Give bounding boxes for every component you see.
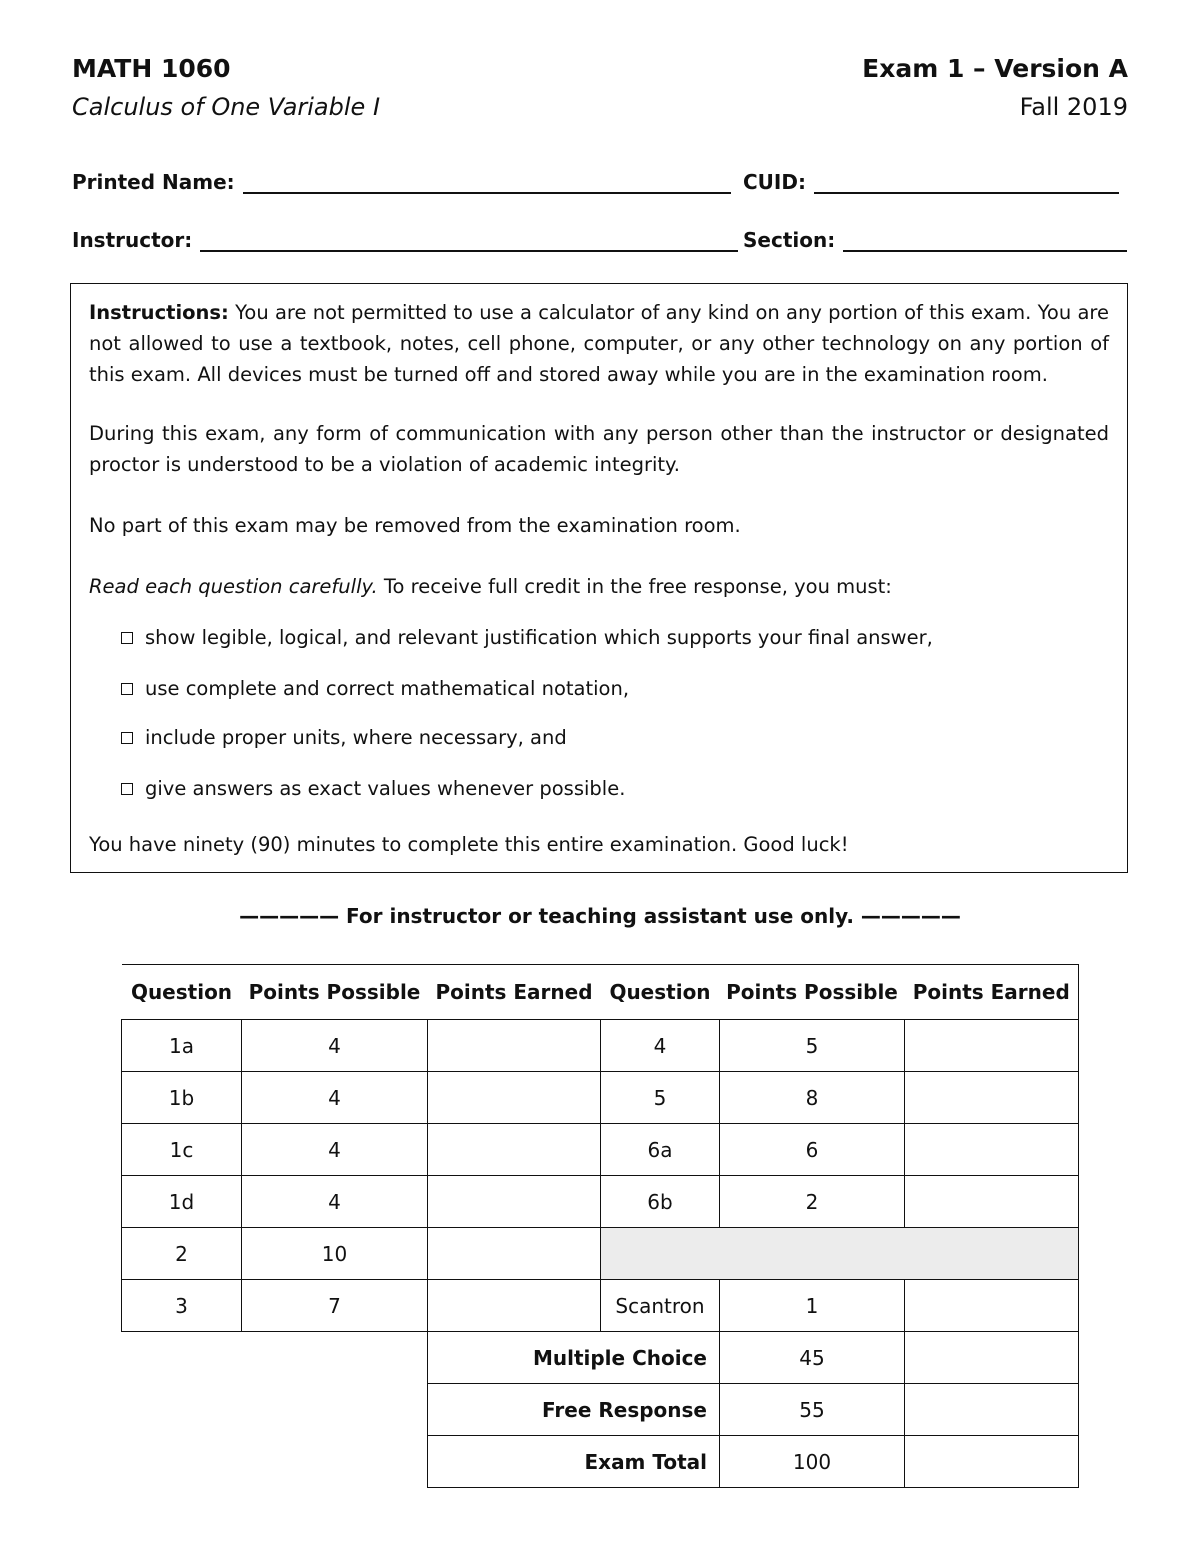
checklist-item — [121, 673, 629, 704]
points-cell: 5 — [720, 1020, 905, 1072]
question-cell: 5 — [601, 1072, 720, 1124]
exam-version: Exam 1 – Version A — [862, 54, 1128, 83]
column-header: Question — [122, 965, 242, 1020]
checklist-text: show legible, logical, and relevant justification which supports your final answer, — [145, 626, 933, 649]
totals-row — [122, 1384, 1079, 1436]
column-header: Points Earned — [428, 965, 601, 1020]
cuid-field — [743, 170, 1119, 194]
table-row — [122, 1124, 1079, 1176]
question-cell: 6a — [601, 1124, 720, 1176]
exam-term: Fall 2019 — [1019, 93, 1128, 121]
empty-cell — [122, 1332, 242, 1384]
section-label: Section: — [743, 228, 836, 252]
totals-row — [122, 1332, 1079, 1384]
earned-cell[interactable] — [428, 1280, 601, 1332]
points-cell: 1 — [720, 1280, 905, 1332]
printed-name-label: Printed Name: — [72, 170, 235, 194]
totals-row — [122, 1436, 1079, 1488]
cuid-label: CUID: — [743, 170, 806, 194]
earned-cell[interactable] — [905, 1384, 1079, 1436]
question-cell: 1b — [122, 1072, 242, 1124]
points-cell: 7 — [242, 1280, 428, 1332]
points-cell: 2 — [720, 1176, 905, 1228]
earned-cell[interactable] — [905, 1280, 1079, 1332]
earned-cell[interactable] — [428, 1072, 601, 1124]
checklist-item — [121, 622, 933, 653]
section-field — [743, 228, 1127, 252]
checkbox-icon — [121, 632, 133, 644]
earned-cell[interactable] — [905, 1176, 1079, 1228]
instructions-label: Instructions: — [89, 301, 229, 324]
instructor-label: Instructor: — [72, 228, 193, 252]
earned-cell[interactable] — [905, 1072, 1079, 1124]
printed-name-line[interactable] — [243, 170, 731, 194]
points-cell: 4 — [242, 1124, 428, 1176]
earned-cell[interactable] — [905, 1436, 1079, 1488]
instructions-paragraph-2: During this exam, any form of communication with any person other than the instructor or designated proctor is understood to be a violation of academic integrity. — [89, 422, 1109, 476]
blank-shaded-cell — [601, 1228, 1079, 1280]
points-cell: 4 — [242, 1072, 428, 1124]
points-cell: 45 — [720, 1332, 905, 1384]
column-header: Points Possible — [242, 965, 428, 1020]
earned-cell[interactable] — [905, 1124, 1079, 1176]
course-code: MATH 1060 — [72, 54, 231, 83]
question-cell: 1a — [122, 1020, 242, 1072]
points-cell: 10 — [242, 1228, 428, 1280]
column-header: Points Possible — [720, 965, 905, 1020]
instructions-box — [70, 283, 1128, 873]
cuid-line[interactable] — [814, 170, 1119, 194]
instructions-paragraph-3: No part of this exam may be removed from the examination room. — [89, 514, 741, 537]
points-cell: 4 — [242, 1176, 428, 1228]
earned-cell[interactable] — [905, 1332, 1079, 1384]
question-cell: 2 — [122, 1228, 242, 1280]
read-carefully-text: Read each question carefully. — [89, 575, 378, 598]
total-label: Multiple Choice — [428, 1332, 720, 1384]
points-cell: 4 — [242, 1020, 428, 1072]
empty-cell — [242, 1332, 428, 1384]
question-cell: 3 — [122, 1280, 242, 1332]
checkbox-icon — [121, 783, 133, 795]
question-cell: 1c — [122, 1124, 242, 1176]
instructions-paragraph-5: You have ninety (90) minutes to complete this entire examination. Good luck! — [89, 833, 849, 856]
empty-cell — [122, 1384, 242, 1436]
table-row — [122, 1228, 1079, 1280]
checkbox-icon — [121, 732, 133, 744]
earned-cell[interactable] — [428, 1176, 601, 1228]
question-cell: 6b — [601, 1176, 720, 1228]
table-row — [122, 1072, 1079, 1124]
checklist-text: give answers as exact values whenever possible. — [145, 777, 626, 800]
question-cell: Scantron — [601, 1280, 720, 1332]
table-header-row — [122, 965, 1079, 1020]
checklist-item — [121, 722, 567, 753]
table-row — [122, 1176, 1079, 1228]
table-row — [122, 1280, 1079, 1332]
column-header: Points Earned — [905, 965, 1079, 1020]
instructor-line[interactable] — [200, 228, 738, 252]
grader-divider: ————— For instructor or teaching assistant use only. ————— — [239, 904, 961, 928]
checklist-text: include proper units, where necessary, and — [145, 726, 567, 749]
checklist-text: use complete and correct mathematical notation, — [145, 677, 630, 700]
earned-cell[interactable] — [905, 1020, 1079, 1072]
points-cell: 8 — [720, 1072, 905, 1124]
points-cell: 55 — [720, 1384, 905, 1436]
checkbox-icon — [121, 683, 133, 695]
checklist-item — [121, 773, 625, 804]
course-title: Calculus of One Variable I — [72, 93, 381, 121]
total-label: Exam Total — [428, 1436, 720, 1488]
empty-cell — [242, 1436, 428, 1488]
column-header: Question — [601, 965, 720, 1020]
points-cell: 100 — [720, 1436, 905, 1488]
table-row — [122, 1020, 1079, 1072]
instructions-paragraph-4 — [89, 571, 1109, 602]
empty-cell — [242, 1384, 428, 1436]
total-label: Free Response — [428, 1384, 720, 1436]
section-line[interactable] — [843, 228, 1127, 252]
points-cell: 6 — [720, 1124, 905, 1176]
instructions-text-1: You are not permitted to use a calculator of any kind on any portion of this exam. You are not allowed to use a textbook, notes, cell phone, computer, or any other technology on any portion of this exam. All devices must be turned off and stored away while you are in the examination room. — [89, 301, 1109, 386]
question-cell: 1d — [122, 1176, 242, 1228]
score-table — [121, 964, 1079, 1488]
printed-name-field — [72, 170, 731, 194]
earned-cell[interactable] — [428, 1020, 601, 1072]
instructor-field — [72, 228, 738, 252]
earned-cell[interactable] — [428, 1228, 601, 1280]
empty-cell — [122, 1436, 242, 1488]
earned-cell[interactable] — [428, 1124, 601, 1176]
instructions-text-4: To receive full credit in the free response, you must: — [377, 575, 892, 598]
question-cell: 4 — [601, 1020, 720, 1072]
instructions-paragraph-1 — [89, 297, 1109, 390]
